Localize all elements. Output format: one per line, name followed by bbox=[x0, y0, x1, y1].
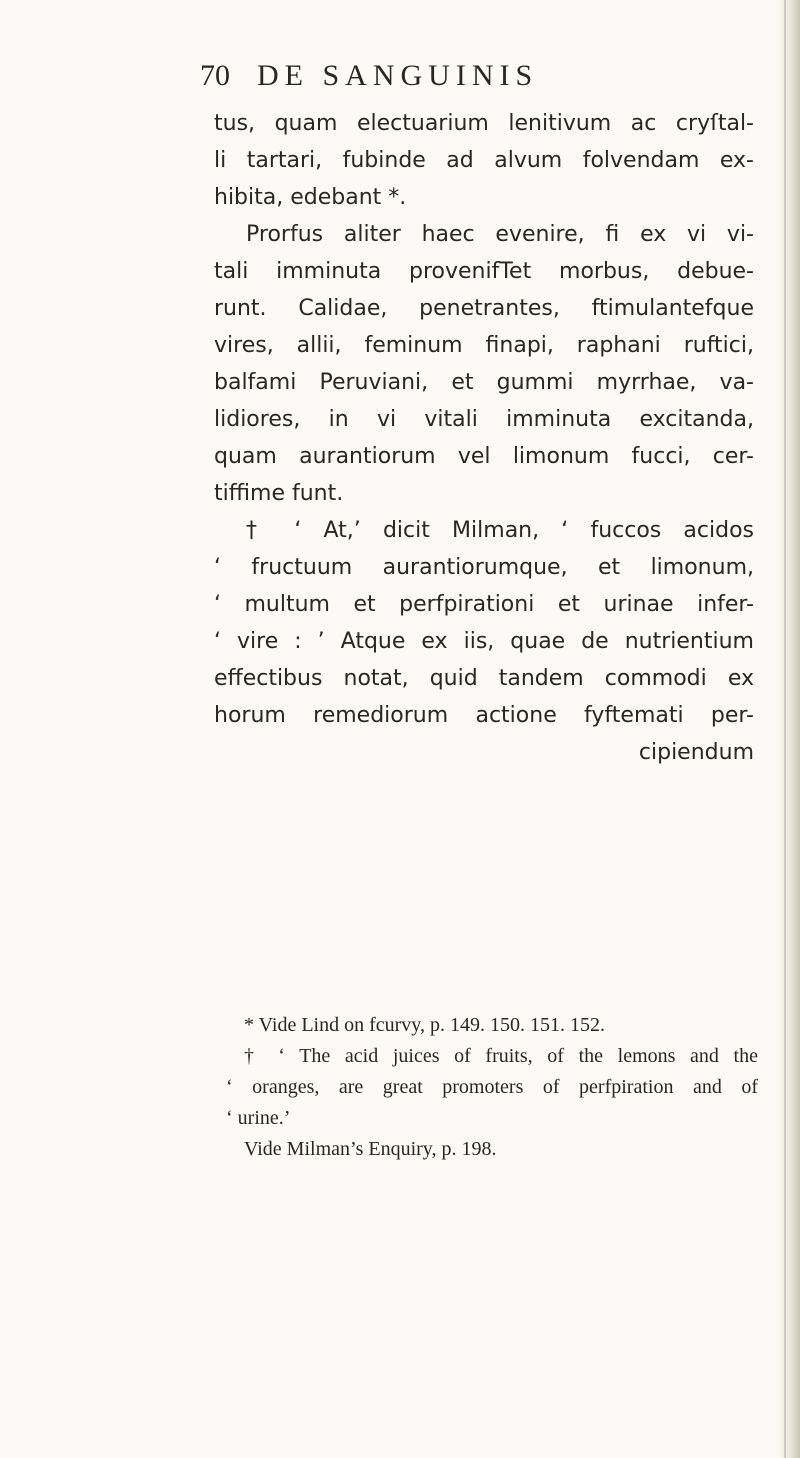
page-edge-line bbox=[784, 0, 786, 1458]
body-line: horum remediorum actione fyftemati per- bbox=[214, 703, 754, 728]
page-number: 70 bbox=[200, 59, 230, 92]
body-line: hibita, edebant *. bbox=[214, 185, 407, 210]
body-line: runt. Calidae, penetrantes, ftimulantefque bbox=[214, 296, 754, 321]
body-line: li tartari, fubinde ad alvum folvendam ex- bbox=[214, 148, 754, 173]
body-line: ‘ multum et perfpirationi et urinae infer- bbox=[214, 592, 754, 617]
footnote-line: Vide Milman’s Enquiry, p. 198. bbox=[244, 1138, 497, 1160]
body-line: ‘ vire : ’ Atque ex iis, quae de nutrientium bbox=[214, 629, 754, 654]
body-text bbox=[214, 105, 754, 771]
body-line: lidiores, in vi vitali imminuta excitanda, bbox=[214, 407, 754, 432]
running-head bbox=[200, 56, 700, 96]
body-line: Prorfus aliter haec evenire, fi ex vi vi- bbox=[246, 222, 754, 247]
body-line: balfami Peruviani, et gummi myrrhae, va- bbox=[214, 370, 754, 395]
body-line: quam aurantiorum vel limonum fucci, cer- bbox=[214, 444, 754, 469]
page-edge-shadow bbox=[778, 0, 800, 1458]
body-line: effectibus notat, quid tandem commodi ex bbox=[214, 666, 754, 691]
running-head-title: DE SANGUINIS bbox=[257, 59, 539, 92]
footnote-line: * Vide Lind on fcurvy, p. 149. 150. 151. 152. bbox=[244, 1014, 605, 1036]
catchword: cipiendum bbox=[638, 740, 754, 765]
footnote-line: † ‘ The acid juices of fruits, of the lemons and the bbox=[244, 1045, 758, 1067]
footnote-line: ‘ urine.’ bbox=[226, 1107, 291, 1129]
body-line: ‘ fructuum aurantiorumque, et limonum, bbox=[214, 555, 754, 580]
body-line: tali imminuta provenifTet morbus, debue- bbox=[214, 259, 754, 284]
body-line: tiffime funt. bbox=[214, 481, 344, 506]
body-line: † ‘ At,’ dicit Milman, ‘ fuccos acidos bbox=[246, 518, 754, 543]
body-line: vires, allii, feminum finapi, raphani ruftici, bbox=[214, 333, 754, 358]
footnotes bbox=[218, 1010, 758, 1165]
footnote-line: ‘ oranges, are great promoters of perfpiration and of bbox=[226, 1076, 758, 1098]
body-line: tus, quam electuarium lenitivum ac cryſtal- bbox=[214, 111, 754, 136]
